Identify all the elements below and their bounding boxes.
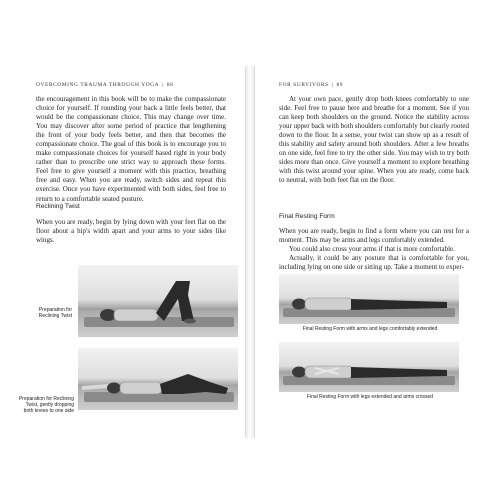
left-page <box>8 66 246 438</box>
final-resting-arms-crossed-photo <box>279 342 459 392</box>
right-running-head <box>279 82 343 88</box>
final-resting-extended-photo <box>279 274 459 324</box>
right-running-head-title: FOR SURVIVORS <box>279 82 329 88</box>
left-caption-2: Preparation for Reclining Twist, gently dropping both knees to one side <box>18 396 74 414</box>
book-gutter <box>246 66 254 438</box>
left-page-number: 88 <box>166 82 174 88</box>
resting-figure-extended <box>279 274 459 324</box>
right-body-paragraph-1 <box>279 95 469 185</box>
reclining-twist-knees-dropped-photo <box>78 348 238 410</box>
right-body-paragraphs <box>279 227 469 272</box>
resting-figure-arms-crossed <box>279 342 459 392</box>
left-para-1: the encouragement in this book will be to make the compassionate choice for yourself. If rounding your back a little feels better, that would be the compassionate choice. This may change over time. You may discover after some period of practice that lengthening the front of your body feels better, and then that becomes the compassionate choice. The goal of this book is to encourage you to make compassionate choices for yourself based right in your body rather than to prescribe one strict way to approach these forms. Feel free to give yourself a moment with this practice, breathing free and easy. When you are ready, switch sides and repeat this exercise. Once you have experimented with both sides, feel free to return to a comfortable seated posture. <box>36 95 226 203</box>
reclining-figure-knees-dropped <box>78 348 238 410</box>
left-subhead: Reclining Twist <box>36 203 80 210</box>
right-para-4: Actually, it could be any posture that is comfortable for you, including lying on one side or sitting up. Take a moment to exper- <box>279 254 469 272</box>
left-running-head <box>36 82 173 88</box>
right-caption-2: Final Resting Form with legs extended and arms crossed <box>306 394 434 400</box>
left-running-head-title: OVERCOMING TRAUMA THROUGH YOGA <box>36 82 160 88</box>
reclining-figure-knees-up <box>78 265 238 337</box>
left-caption-1: Preparation for Reclining Twist <box>38 307 72 319</box>
reclining-twist-prep-photo <box>78 265 238 337</box>
running-head-separator: | <box>331 82 334 88</box>
right-para-1: At your own pace, gently drop both knees comfortably to one side. Feel free to pause here and breathe for a moment. See if you can keep both shoulders on the ground. Notice the stability across your upper back with both shoulders comfortably but clearly rooted down to the floor. In a sense, your twist can show up as a result of this stability and safety around both shoulders. After a few breaths on one side, feel free to try the other side. You may wish to try both sides more than once. Give yourself a moment to explore breathing with this twist around your spine. When you are ready, come back to neutral, with both feet flat on the floor. <box>279 95 469 185</box>
right-caption-1: Final Resting Form with arms and legs comfortably extended <box>302 326 438 332</box>
left-body-paragraph-2 <box>36 218 226 245</box>
right-page-number: 89 <box>336 82 344 88</box>
right-para-3: You could also cross your arms if that is more comfortable. <box>289 245 455 254</box>
left-para-2: When you are ready, begin by lying down with your feet flat on the floor about a hip's width apart and your arms to your sides like wings. <box>36 218 226 245</box>
right-page <box>254 66 492 438</box>
running-head-separator: | <box>162 82 164 88</box>
right-para-2: When you are ready, begin to find a form where you can rest for a moment. This may be arms and legs comfortably extended. <box>279 227 469 245</box>
right-subhead: Final Resting Form <box>279 213 335 220</box>
left-body-paragraph-1 <box>36 95 226 204</box>
